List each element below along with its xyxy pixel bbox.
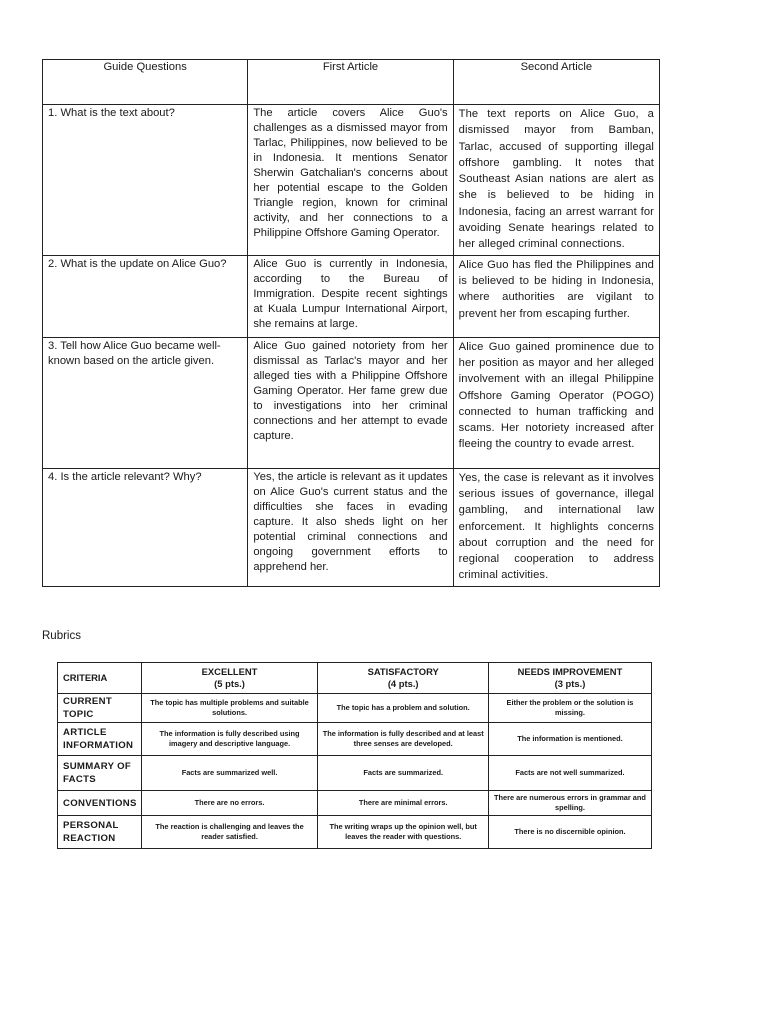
excellent-descriptor: The information is fully described using imagery and descriptive language. [141,723,318,756]
criteria-name: SUMMARY OF FACTS [58,756,142,791]
excellent-descriptor: Facts are summarized well. [141,756,318,791]
header-needs-improvement [488,663,651,694]
needs-improvement-descriptor: There is no discernible opinion. [488,816,651,849]
needs-improvement-descriptor: Either the problem or the solution is missing. [488,694,651,723]
header-excellent [141,663,318,694]
rubrics-heading: Rubrics [42,630,81,642]
table-row [43,337,660,468]
needs-improvement-descriptor: The information is mentioned. [488,723,651,756]
satisfactory-label: SATISFACTORY [367,666,439,677]
excellent-descriptor: The reaction is challenging and leaves the reader satisfied. [141,816,318,849]
table-row [58,723,652,756]
table-row [43,105,660,256]
needs-improvement-points: (3 pts.) [554,678,586,689]
table-row [58,791,652,816]
first-article-answer: Alice Guo is currently in Indonesia, according to the Bureau of Immigration. Despite recent sightings at Kuala Lumpur International Airport, she remains at large. [248,255,453,337]
header-criteria: CRITERIA [58,663,142,694]
second-article-answer: Alice Guo gained prominence due to her position as mayor and her alleged involvement with an illegal Philippine Offshore Gaming Operator (POGO) connected to human trafficking and scams. Her notoriety increased after fleeing the country to evade arrest. [453,337,659,468]
satisfactory-descriptor: The topic has a problem and solution. [318,694,488,723]
second-article-answer: Alice Guo has fled the Philippines and is believed to be hiding in Indonesia, where authorities are vigilant to prevent her from escaping further. [453,255,659,337]
header-guide-questions: Guide Questions [43,60,248,105]
guide-questions-table [42,59,660,587]
table-row [58,756,652,791]
first-article-answer: Yes, the article is relevant as it updates on Alice Guo's current status and the difficulties she faces in evading capture. It also sheds light on her potential criminal connections and ongoing government efforts to apprehend her. [248,468,453,586]
table-row [58,694,652,723]
header-second-article: Second Article [453,60,659,105]
criteria-name: CONVENTIONS [58,791,142,816]
guide-question: 3. Tell how Alice Guo became well-known based on the article given. [43,337,248,468]
excellent-points: (5 pts.) [214,678,245,689]
guide-question: 1. What is the text about? [43,105,248,256]
guide-question: 4. Is the article relevant? Why? [43,468,248,586]
second-article-answer: Yes, the case is relevant as it involves serious issues of governance, illegal gambling, and international law enforcement. It highlights concerns about corruption and the need for regional cooperation to address criminal activities. [453,468,659,586]
rubrics-table [57,662,652,849]
second-article-answer: The text reports on Alice Guo, a dismissed mayor from Bamban, Tarlac, accused of supporting illegal offshore gambling. It notes that Southeast Asian nations are alert as she is believed to be hiding in Indonesia, facing an arrest warrant for avoiding Senate hearings related to her alleged criminal connections. [453,105,659,256]
excellent-descriptor: The topic has multiple problems and suitable solutions. [141,694,318,723]
needs-improvement-label: NEEDS IMPROVEMENT [517,666,623,677]
criteria-name: ARTICLE INFORMATION [58,723,142,756]
first-article-answer: The article covers Alice Guo's challenges as a dismissed mayor from Tarlac, Philippines, now believed to be in Indonesia. It mentions Senator Sherwin Gatchalian's concerns about her potential escape to the Golden Triangle region, known for criminal activity, and her connections to a Philippine Offshore Gaming Operator. [248,105,453,256]
needs-improvement-descriptor: Facts are not well summarized. [488,756,651,791]
satisfactory-points: (4 pts.) [387,678,419,689]
rubric-header-row [58,663,652,694]
excellent-label: EXCELLENT [201,666,258,677]
criteria-name: CURRENT TOPIC [58,694,142,723]
satisfactory-descriptor: The writing wraps up the opinion well, but leaves the reader with questions. [318,816,488,849]
header-first-article: First Article [248,60,453,105]
first-article-answer: Alice Guo gained notoriety from her dismissal as Tarlac's mayor and her alleged ties with a Philippine Offshore Gaming Operator. Her fame grew due to investigations into her criminal connections and her attempt to evade capture. [248,337,453,468]
guide-table-header-row [43,60,660,105]
needs-improvement-descriptor: There are numerous errors in grammar and spelling. [488,791,651,816]
guide-question: 2. What is the update on Alice Guo? [43,255,248,337]
header-satisfactory [318,663,488,694]
table-row [43,255,660,337]
table-row [43,468,660,586]
satisfactory-descriptor: The information is fully described and at least three senses are developed. [318,723,488,756]
criteria-name: PERSONAL REACTION [58,816,142,849]
satisfactory-descriptor: There are minimal errors. [318,791,488,816]
satisfactory-descriptor: Facts are summarized. [318,756,488,791]
excellent-descriptor: There are no errors. [141,791,318,816]
table-row [58,816,652,849]
